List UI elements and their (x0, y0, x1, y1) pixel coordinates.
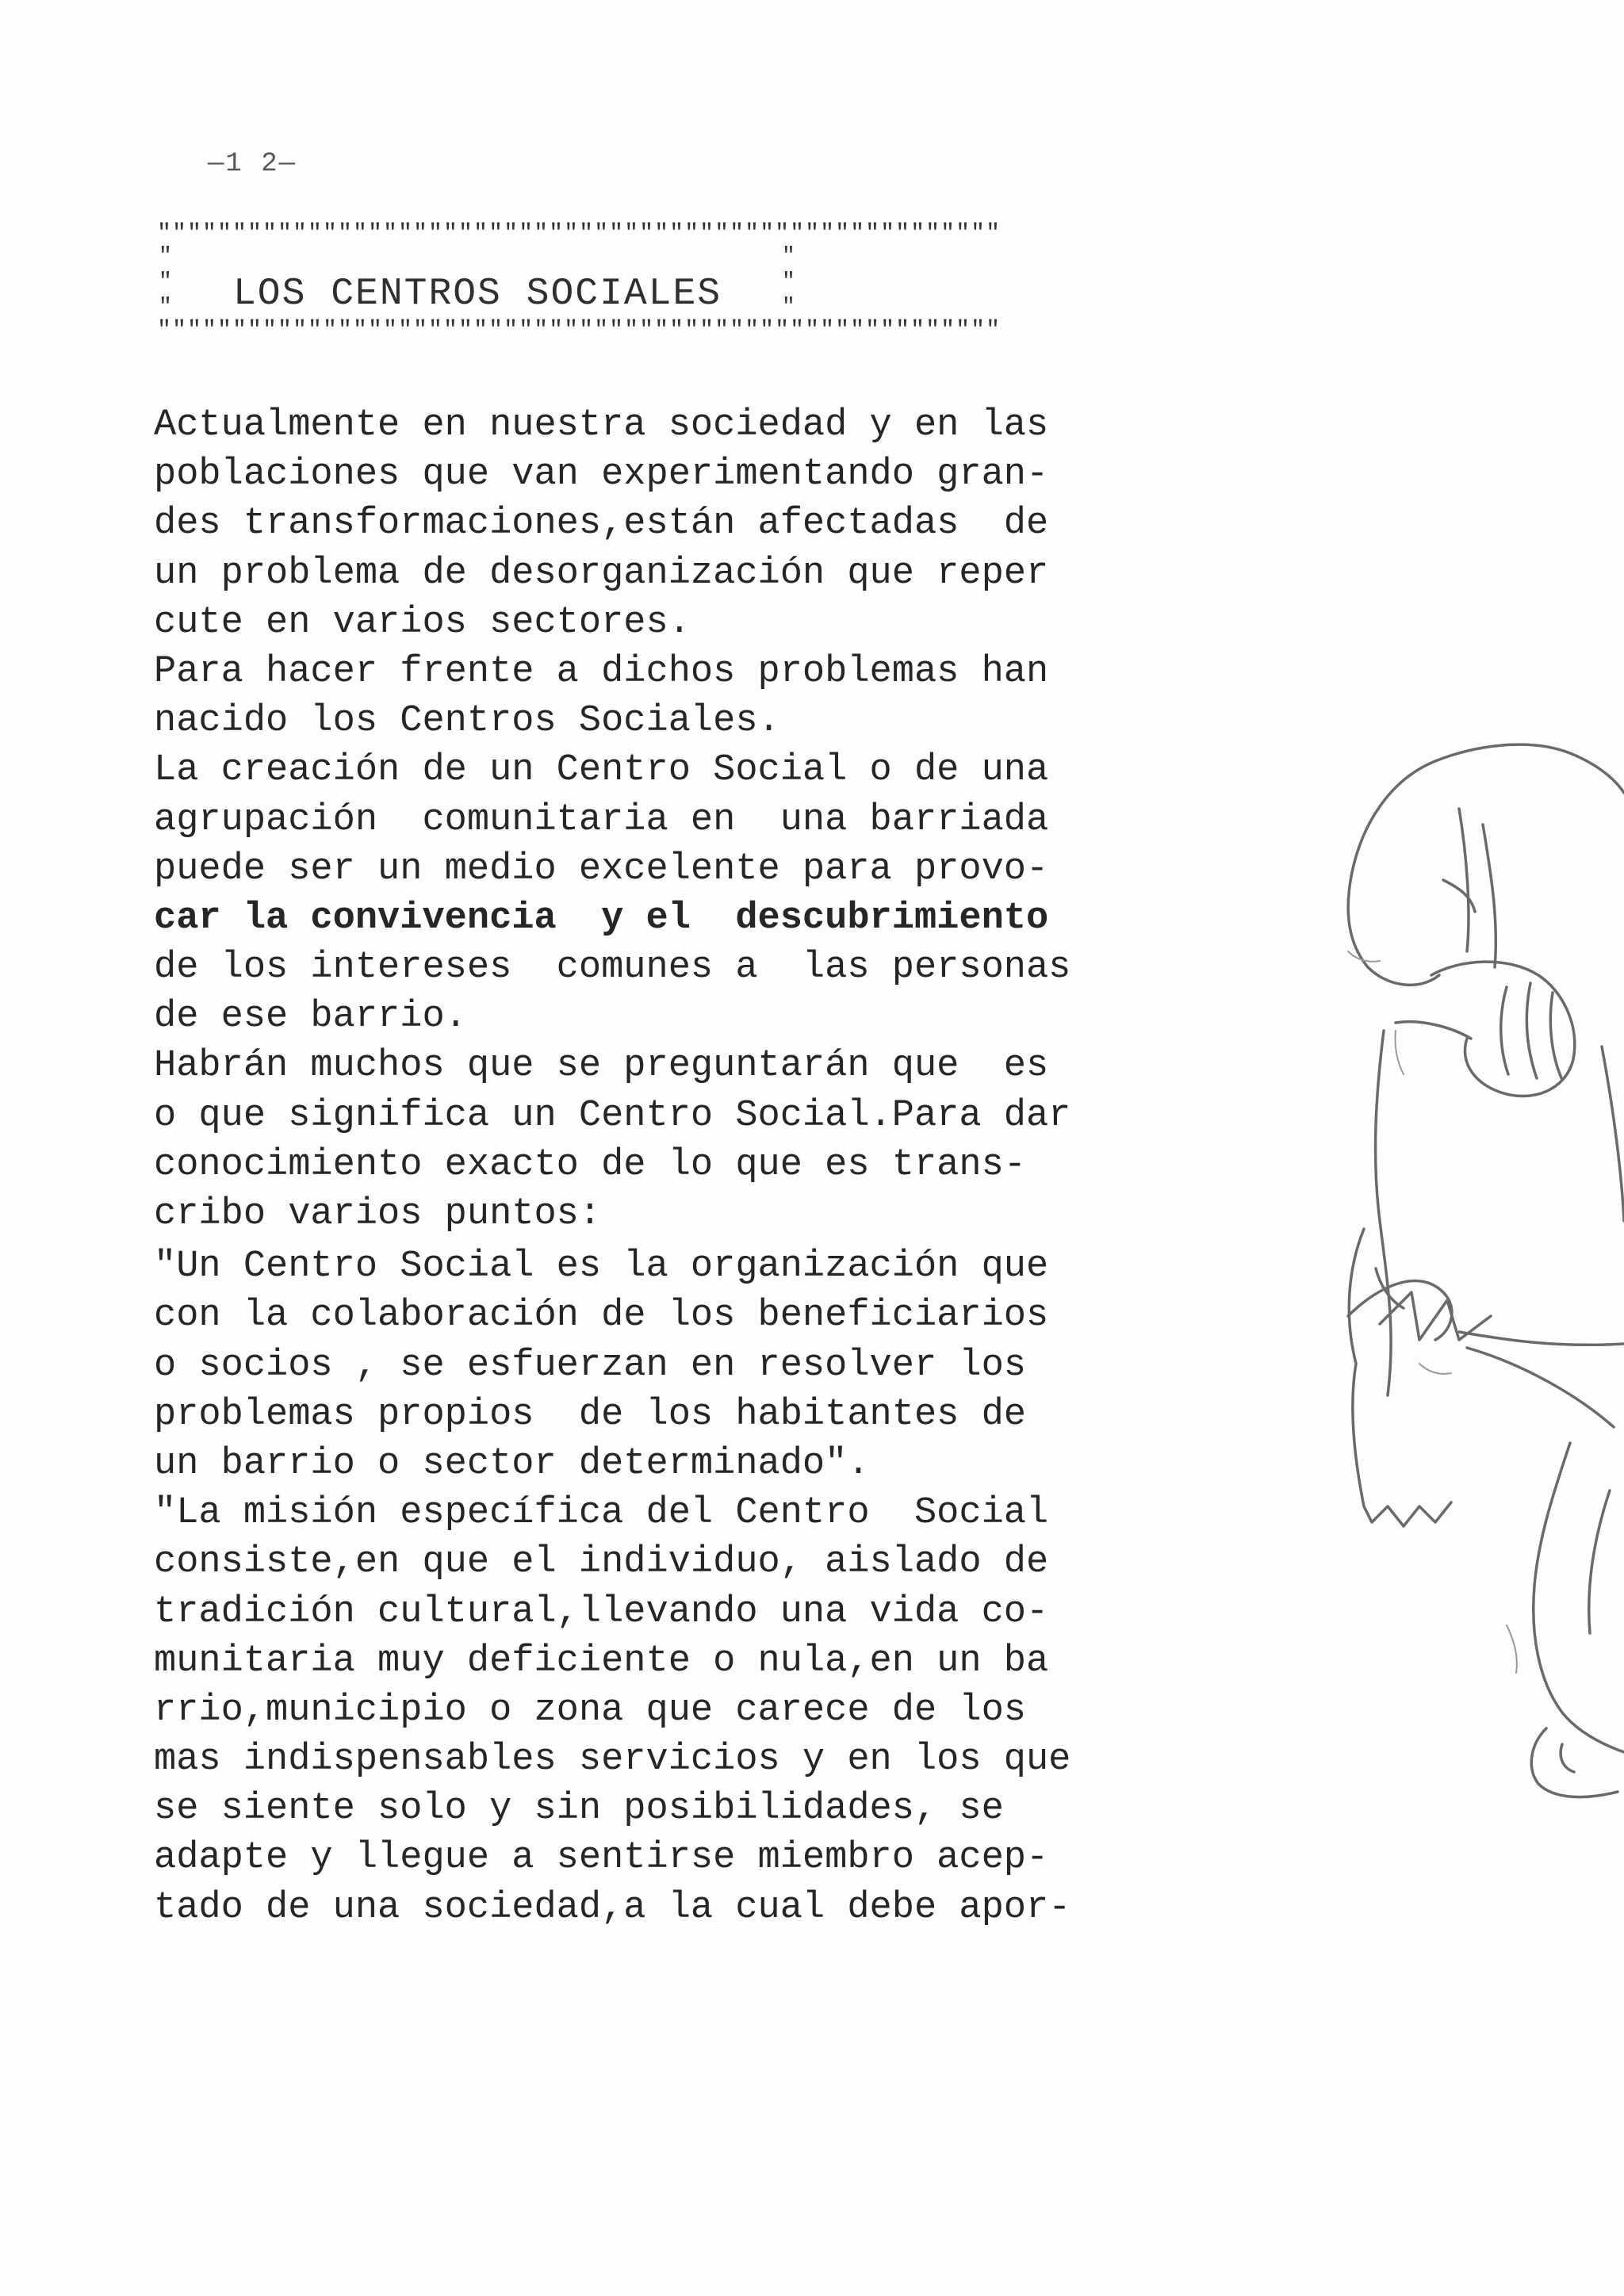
text-line: se siente solo y sin posibilidades, se (154, 1788, 1004, 1831)
text-line: "Un Centro Social es la organización que (154, 1246, 1049, 1288)
text-line: Para hacer frente a dichos problemas han (154, 650, 1049, 693)
text-line: agrupación comunitaria en una barriada (154, 798, 1049, 841)
text-line: o socios , se esfuerzan en resolver los (154, 1344, 1026, 1387)
text-line: de ese barrio. (154, 996, 467, 1039)
text-line: cribo varios puntos: (154, 1193, 602, 1235)
title-frame-left-quote: " (159, 295, 172, 320)
text-line: La creación de un Centro Social o de una (154, 749, 1049, 792)
title-frame-right-quote: " (782, 270, 795, 294)
text-line: con la colaboración de los beneficiarios (154, 1295, 1049, 1337)
text-line: cute en varios sectores. (154, 601, 691, 644)
title-frame-right-quote: " (782, 295, 795, 320)
text-line: de los intereses comunes a las personas (154, 947, 1071, 989)
text-line: nacido los Centros Sociales. (154, 700, 780, 743)
text-line: adapte y llegue a sentirse miembro acep- (154, 1837, 1049, 1880)
text-line: des transformaciones,están afectadas de (154, 503, 1049, 545)
body-text (154, 401, 1280, 1933)
title-frame (157, 220, 1002, 344)
title-frame-left-border (159, 244, 178, 320)
section-title: LOS CENTROS SOCIALES (233, 273, 722, 316)
text-line: un problema de desorganización que reper (154, 552, 1049, 595)
text-line: rrio,municipio o zona que carece de los (154, 1689, 1026, 1732)
text-line: munitaria muy deficiente o nula,en un ba (154, 1640, 1049, 1682)
text-line: Habrán muchos que se preguntarán que es (154, 1045, 1049, 1088)
text-line: tado de una sociedad,a la cual debe apor- (154, 1886, 1071, 1929)
text-line: poblaciones que van experimentando gran- (154, 453, 1049, 496)
text-line: consiste,en que el individuo, aislado de (154, 1541, 1049, 1584)
text-line: tradición cultural,llevando una vida co- (154, 1590, 1049, 1633)
text-line: puede ser un medio excelente para provo- (154, 848, 1049, 890)
text-line: o que significa un Centro Social.Para dar (154, 1094, 1071, 1137)
text-line: "La misión específica del Centro Social (154, 1492, 1049, 1535)
title-frame-left-quote: " (159, 244, 172, 269)
text-line: Actualmente en nuestra sociedad y en las (154, 404, 1049, 446)
text-line: conocimiento exacto de lo que es trans- (154, 1143, 1026, 1186)
text-line: car la convivencia y el descubrimiento (154, 897, 1049, 939)
title-frame-right-border (782, 244, 801, 320)
title-frame-left-quote: " (159, 270, 172, 294)
page-number: —1 2— (208, 149, 297, 179)
title-frame-right-quote: " (782, 244, 795, 269)
title-frame-bottom-border: """""""""""""""""""""""""""""""""""""""""""""""""""""""" (157, 317, 1002, 344)
text-line: un barrio o sector determinado". (154, 1442, 870, 1485)
title-frame-top-border: """""""""""""""""""""""""""""""""""""""""""""""""""""""" (157, 220, 1002, 247)
figure-sketch-illustration (1300, 714, 1624, 1903)
text-line: mas indispensables servicios y en los que (154, 1739, 1071, 1781)
text-line: problemas propios de los habitantes de (154, 1393, 1026, 1436)
